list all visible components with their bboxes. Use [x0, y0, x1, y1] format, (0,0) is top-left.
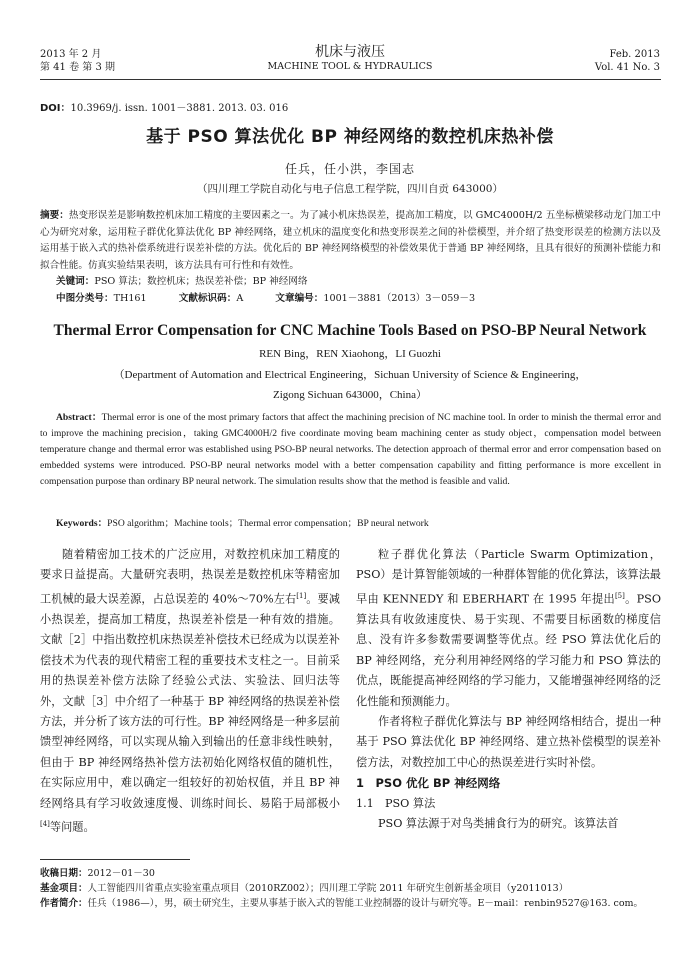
keywords-cn: [56, 274, 308, 290]
abstract-cn-text: 热变形误差是影响数控机床加工精度的主要因素之一。为了减小机床热误差，提高加工精度，以 GMC4000H/2 五坐标横梁移动龙门加工中心为研究对象，运用粒子群优化算法优化 BP 神经网络，建立机床的温度变化和热变形误差之间的补偿模型，并介绍了热变形误差的检测方法以及运用基于嵌入式的热补偿系统进行误差补偿的方法。优化后的 BP 神经网络模型的补偿效果优于普通 BP 神经网络，且具有很好的预测补偿能力和拟合性能。仿真实验结果表明，该方法具有可行性和有效性。: [40, 210, 662, 271]
abstract-cn-label: 摘要：: [40, 210, 69, 221]
authors-cn: 任兵，任小洪，李国志: [284, 162, 415, 176]
footnote-received: [40, 866, 661, 881]
body-left-text-a: 随着精密加工技术的广泛应用，对数控机床加工精度的要求日益提高。大量研究表明，热误差是数控机床等精密加工机械的最大误差源，占总误差的 40%～70%左右: [40, 548, 340, 606]
header-volume: Vol. 41 No. 3: [594, 62, 660, 73]
keywords-cn-text: PSO 算法；数控机床；热误差补偿；BP 神经网络: [94, 276, 308, 287]
author-label: 作者简介：: [40, 898, 88, 909]
abstract-en: [40, 410, 661, 490]
doi-label: DOI：: [40, 103, 71, 114]
clc-value: TH161: [113, 293, 147, 304]
header-date: 2013 年 2 月: [40, 49, 102, 60]
keywords-en-text: PSO algorithm；Machine tools；Thermal error compensation；BP neural network: [107, 518, 429, 529]
body-right-paragraph-2: 作者将粒子群优化算法与 BP 神经网络相结合，提出一种基于 PSO 算法优化 BP 神经网络、建立热补偿模型的误差补偿方法，对数控加工中心的热误差进行实时补偿。: [356, 714, 661, 769]
footnote-fund: [40, 881, 661, 896]
authors-en: REN Bing，REN Xiaohong，LI Guozhi: [259, 348, 441, 360]
affiliation-en-line2: Zigong Sichuan 643000，China）: [273, 389, 427, 401]
body-right-text-b: 。PSO 算法具有收敛速度快、易于实现、不需要目标函数的梯度信息、没有许多参数需要调整等优点。经 PSO 算法优化后的 BP 神经网络，充分利用神经网络的学习能力和 PSO 算法的优点，既能提高神经网络的学习能力，又能增强神经网络的泛化性能和预测能力。: [356, 592, 661, 708]
header-rule: [40, 79, 661, 80]
fund-text: 人工智能四川省重点实验室重点项目（2010RZ002）；四川理工学院 2011 年研究生创新基金项目（y2011013）: [87, 883, 569, 894]
body-right-text-a: 粒子群优化算法（Particle Swarm Optimization，PSO）是计算智能领域的一种群体智能的优化算法，该算法最早由 KENNEDY 和 EBERHART 在 1995 年提出: [356, 548, 661, 606]
doi-value: 10.3969/j. issn. 1001－3881. 2013. 03. 016: [70, 103, 289, 114]
affiliation-en-line1: （Department of Automation and Electrical Engineering，Sichuan University of Science & Engineering，: [113, 369, 587, 381]
doi-line: [40, 99, 288, 114]
footnotes: [40, 866, 661, 911]
affiliation-cn: （四川理工学院自动化与电子信息工程学院，四川自贡 643000）: [197, 183, 503, 195]
abstract-en-text: Thermal error is one of the most primary factors that affect the machining precision of NC machine tool. In order to minish the thermal error and to improve the machining precision，taking GMC4000H/2 five coordinate moving beam machining center as study object，compensation model between temperature change and thermal error was established using PSO-BP neural networks. The detection approach of thermal error and error compensation based on embedded systems were introduced. PSO-BP neural networks model with a better compensation capability and fitting performance is more excellent in compensation purpose than ordinary BP neural network. The simulation results show that the method is feasible and valid.: [40, 412, 661, 487]
keywords-en: [40, 516, 661, 532]
body-left-text-b: 。要减小热误差，提高加工精度，热误差补偿是一种有效的措施。文献［2］中指出数控机床热误差补偿技术已经成为以误差补偿技术为代表的现代精密工程的重要技术支柱之一。目前采用的热误差补偿方法除了经验公式法、实验法、回归法等外，文献［3］中介绍了一种基于 BP 神经网络的热误差补偿方法，并分析了该方法的可行性。BP 神经网络是一种多层前馈型神经网络，可以实现从输入到输出的任意非线性映射，但由于 BP 神经网络热补偿方法初始化网络权值的随机性，在实际应用中，难以确定一组较好的初始权值，并且 BP 神经网络具有学习收敛速度慢、训练时间长、易陷于局部极小: [40, 592, 340, 810]
ref-5[interactable]: [5]: [614, 591, 625, 600]
section-1-1-heading: 1.1 PSO 算法: [356, 796, 436, 810]
received-date: 2012－01－30: [87, 868, 155, 879]
ref-1[interactable]: [1]: [296, 591, 307, 600]
header-right: [595, 48, 660, 74]
author-text: 任兵（1986—），男，硕士研究生，主要从事基于嵌入式的智能工业控制器的设计与研究等。E－mail：renbin9527@163. com。: [87, 898, 644, 909]
article-value: 1001－3881（2013）3－059－3: [323, 293, 476, 304]
header-date-en: Feb. 2013: [609, 49, 660, 60]
body-right-column: [356, 545, 661, 834]
paper-title-en: Thermal Error Compensation for CNC Machine Tools Based on PSO-BP Neural Network: [53, 322, 647, 339]
body-left-text-c: 等问题。: [49, 820, 95, 834]
body-right-paragraph-3: PSO 算法源于对鸟类捕食行为的研究。该算法首: [378, 817, 619, 831]
article-label: 文章编号：: [275, 293, 324, 304]
classification-line: [56, 291, 656, 307]
code-label: 文献标识码：: [178, 293, 237, 304]
section-1-heading: 1 PSO 优化 BP 神经网络: [356, 776, 501, 791]
keywords-cn-label: 关键词：: [56, 276, 95, 287]
keywords-en-label: Keywords：: [56, 518, 108, 529]
body-right-paragraph-1: [356, 545, 661, 712]
body-left-column: [40, 545, 340, 838]
journal-title-en: MACHINE TOOL & HYDRAULICS: [267, 61, 433, 72]
ref-4[interactable]: [4]: [40, 820, 50, 829]
header-issue: 第 41 卷 第 3 期: [40, 62, 115, 73]
paper-title-cn: 基于 PSO 算法优化 BP 神经网络的数控机床热补偿: [146, 127, 554, 147]
footnote-author: [40, 896, 661, 911]
abstract-en-label: Abstract：: [56, 412, 102, 423]
clc-label: 中图分类号：: [56, 293, 114, 304]
received-label: 收稿日期：: [40, 868, 88, 879]
fund-label: 基金项目：: [40, 883, 88, 894]
abstract-cn: [40, 208, 661, 274]
footnote-rule: [40, 859, 190, 860]
body-left-paragraph: [40, 545, 340, 838]
journal-title-cn: 机床与液压: [315, 44, 385, 60]
code-value: A: [236, 293, 244, 304]
